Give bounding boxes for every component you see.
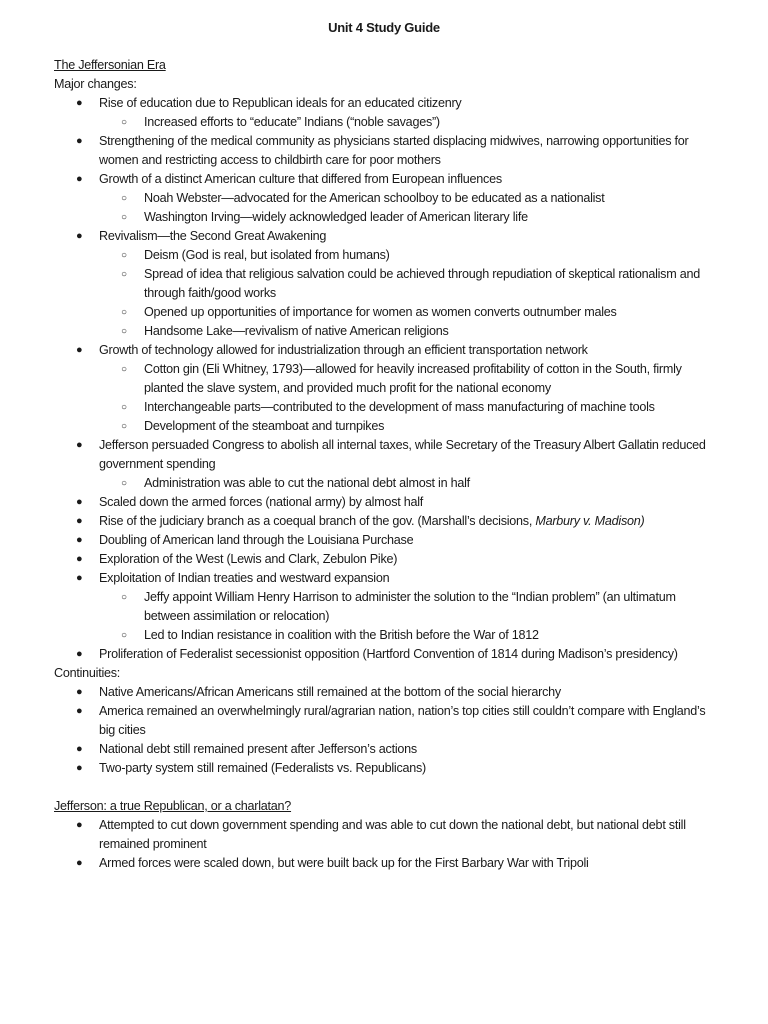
sub-list [54, 113, 714, 132]
sub-list-item [99, 360, 714, 398]
list-item-text [99, 740, 714, 759]
bullet-icon: ● [76, 496, 83, 508]
bullet-list [54, 816, 714, 873]
hollow-bullet-icon: ○ [121, 307, 127, 318]
list-item [54, 740, 714, 759]
sub-item-text: Interchangeable parts—contributed to the development of mass manufacturing of machine tools [144, 400, 655, 414]
sub-item-text: Increased efforts to “educate” Indians (“noble savages”) [144, 115, 440, 129]
sub-item-text: Noah Webster—advocated for the American schoolboy to be educated as a nationalist [144, 191, 605, 205]
item-text: Two-party system still remained (Federalists vs. Republicans) [99, 761, 426, 775]
item-text: Growth of technology allowed for industrialization through an efficient transportation network [99, 343, 588, 357]
item-text: Rise of the judiciary branch as a coequal branch of the gov. (Marshall’s decisions, [99, 514, 536, 528]
list-item-text [99, 854, 714, 873]
sub-list-item [99, 322, 714, 341]
list-item [54, 854, 714, 873]
sub-list-item [99, 246, 714, 265]
bullet-icon: ● [76, 572, 83, 584]
list-item [54, 645, 714, 664]
item-italic-text: Marbury v. Madison) [535, 514, 645, 528]
bullet-icon: ● [76, 553, 83, 565]
section-heading: Jefferson: a true Republican, or a charlatan? [54, 799, 292, 813]
list-item [54, 436, 714, 474]
sub-list-item [99, 303, 714, 322]
bullet-icon: ● [76, 515, 83, 527]
item-text: Exploration of the West (Lewis and Clark, Zebulon Pike) [99, 552, 398, 566]
item-text: Attempted to cut down government spending and was able to cut down the national debt, but national debt still remained prominent [99, 818, 686, 851]
list-item-text [99, 512, 714, 531]
sub-list [54, 246, 714, 341]
document-body [54, 56, 714, 873]
list-item-text [99, 645, 714, 664]
hollow-bullet-icon: ○ [121, 117, 127, 128]
sub-list [54, 189, 714, 227]
list-item-text [99, 132, 714, 170]
sub-item-text: Led to Indian resistance in coalition with the British before the War of 1812 [144, 628, 539, 642]
sub-list-item [99, 588, 714, 626]
bullet-icon: ● [76, 344, 83, 356]
list-item [54, 531, 714, 550]
hollow-bullet-icon: ○ [121, 630, 127, 641]
item-text: Rise of education due to Republican ideals for an educated citizenry [99, 96, 462, 110]
list-item [54, 170, 714, 189]
hollow-bullet-icon: ○ [121, 269, 127, 280]
list-item-text [99, 702, 714, 740]
list-item [54, 341, 714, 360]
list-item-text [99, 683, 714, 702]
sub-list-item [99, 417, 714, 436]
list-item-text [99, 94, 714, 113]
sub-list-item [99, 265, 714, 303]
sub-item-text: Development of the steamboat and turnpikes [144, 419, 385, 433]
hollow-bullet-icon: ○ [121, 212, 127, 223]
sub-list [54, 474, 714, 493]
hollow-bullet-icon: ○ [121, 478, 127, 489]
bullet-icon: ● [76, 743, 83, 755]
hollow-bullet-icon: ○ [121, 402, 127, 413]
bullet-icon: ● [76, 97, 83, 109]
item-text: Doubling of American land through the Louisiana Purchase [99, 533, 414, 547]
list-item [54, 683, 714, 702]
bullet-list [54, 683, 714, 778]
sub-list-item [99, 189, 714, 208]
item-text: Growth of a distinct American culture that differed from European influences [99, 172, 502, 186]
bullet-icon: ● [76, 534, 83, 546]
list-item [54, 550, 714, 569]
sub-list-item [99, 398, 714, 417]
item-text: Revivalism—the Second Great Awakening [99, 229, 327, 243]
item-text: America remained an overwhelmingly rural/agrarian nation, nation’s top cities still couldn’t compare with England’s big cities [99, 704, 706, 737]
list-item [54, 227, 714, 246]
list-item-text [99, 531, 714, 550]
hollow-bullet-icon: ○ [121, 193, 127, 204]
item-text: Strengthening of the medical community as physicians started displacing midwives, narrowing opportunities for women and restricting access to childbirth care for poor mothers [99, 134, 689, 167]
list-item-text [99, 341, 714, 360]
list-item-text [99, 493, 714, 512]
sub-item-text: Deism (God is real, but isolated from humans) [144, 248, 390, 262]
sub-item-text: Spread of idea that religious salvation could be achieved through repudiation of skeptical rationalism and through faith/good works [144, 267, 700, 300]
bullet-icon: ● [76, 439, 83, 451]
bullet-icon: ● [76, 648, 83, 660]
list-item [54, 512, 714, 531]
list-item [54, 702, 714, 740]
sub-item-text: Cotton gin (Eli Whitney, 1793)—allowed for heavily increased profitability of cotton in the South, firmly planted the slave system, and provided much profit for the national economy [144, 362, 682, 395]
section-spacer [54, 778, 714, 797]
item-text: Armed forces were scaled down, but were built back up for the First Barbary War with Tripoli [99, 856, 589, 870]
list-item [54, 493, 714, 512]
hollow-bullet-icon: ○ [121, 326, 127, 337]
hollow-bullet-icon: ○ [121, 250, 127, 261]
sub-item-text: Washington Irving—widely acknowledged leader of American literary life [144, 210, 528, 224]
item-text: Native Americans/African Americans still remained at the bottom of the social hierarchy [99, 685, 561, 699]
list-item-text [99, 569, 714, 588]
list-item-text [99, 170, 714, 189]
sub-list-item [99, 626, 714, 645]
sub-item-text: Handsome Lake—revivalism of native American religions [144, 324, 449, 338]
list-item [54, 759, 714, 778]
sub-list [54, 588, 714, 645]
item-text: National debt still remained present after Jefferson’s actions [99, 742, 417, 756]
hollow-bullet-icon: ○ [121, 592, 127, 603]
bullet-icon: ● [76, 857, 83, 869]
sub-item-text: Opened up opportunities of importance for women as women converts outnumber males [144, 305, 617, 319]
section-heading: The Jeffersonian Era [54, 58, 166, 72]
list-item-text [99, 227, 714, 246]
list-item-text [99, 816, 714, 854]
item-text: Scaled down the armed forces (national army) by almost half [99, 495, 424, 509]
document-title: Unit 4 Study Guide [328, 20, 440, 35]
list-item [54, 94, 714, 113]
list-item [54, 132, 714, 170]
group-label: Continuities: [54, 666, 121, 680]
bullet-icon: ● [76, 819, 83, 831]
sub-list-item [99, 113, 714, 132]
sub-item-text: Administration was able to cut the national debt almost in half [144, 476, 470, 490]
group-label: Major changes: [54, 77, 137, 91]
list-item [54, 816, 714, 854]
sub-list-item [99, 208, 714, 227]
item-text: Exploitation of Indian treaties and westward expansion [99, 571, 390, 585]
item-text: Proliferation of Federalist secessionist opposition (Hartford Convention of 1814 during Madison’s presidency) [99, 647, 678, 661]
bullet-icon: ● [76, 686, 83, 698]
sub-item-text: Jeffy appoint William Henry Harrison to administer the solution to the “Indian problem” (an ultimatum between assimilation or relocation) [144, 590, 676, 623]
list-item-text [99, 759, 714, 778]
list-item [54, 569, 714, 588]
bullet-icon: ● [76, 705, 83, 717]
bullet-icon: ● [76, 762, 83, 774]
sub-list-item [99, 474, 714, 493]
sub-list [54, 360, 714, 436]
bullet-list [54, 94, 714, 664]
bullet-icon: ● [76, 173, 83, 185]
bullet-icon: ● [76, 135, 83, 147]
hollow-bullet-icon: ○ [121, 364, 127, 375]
item-text: Jefferson persuaded Congress to abolish all internal taxes, while Secretary of the Treasury Albert Gallatin reduced government spending [99, 438, 706, 471]
list-item-text [99, 436, 714, 474]
hollow-bullet-icon: ○ [121, 421, 127, 432]
bullet-icon: ● [76, 230, 83, 242]
list-item-text [99, 550, 714, 569]
